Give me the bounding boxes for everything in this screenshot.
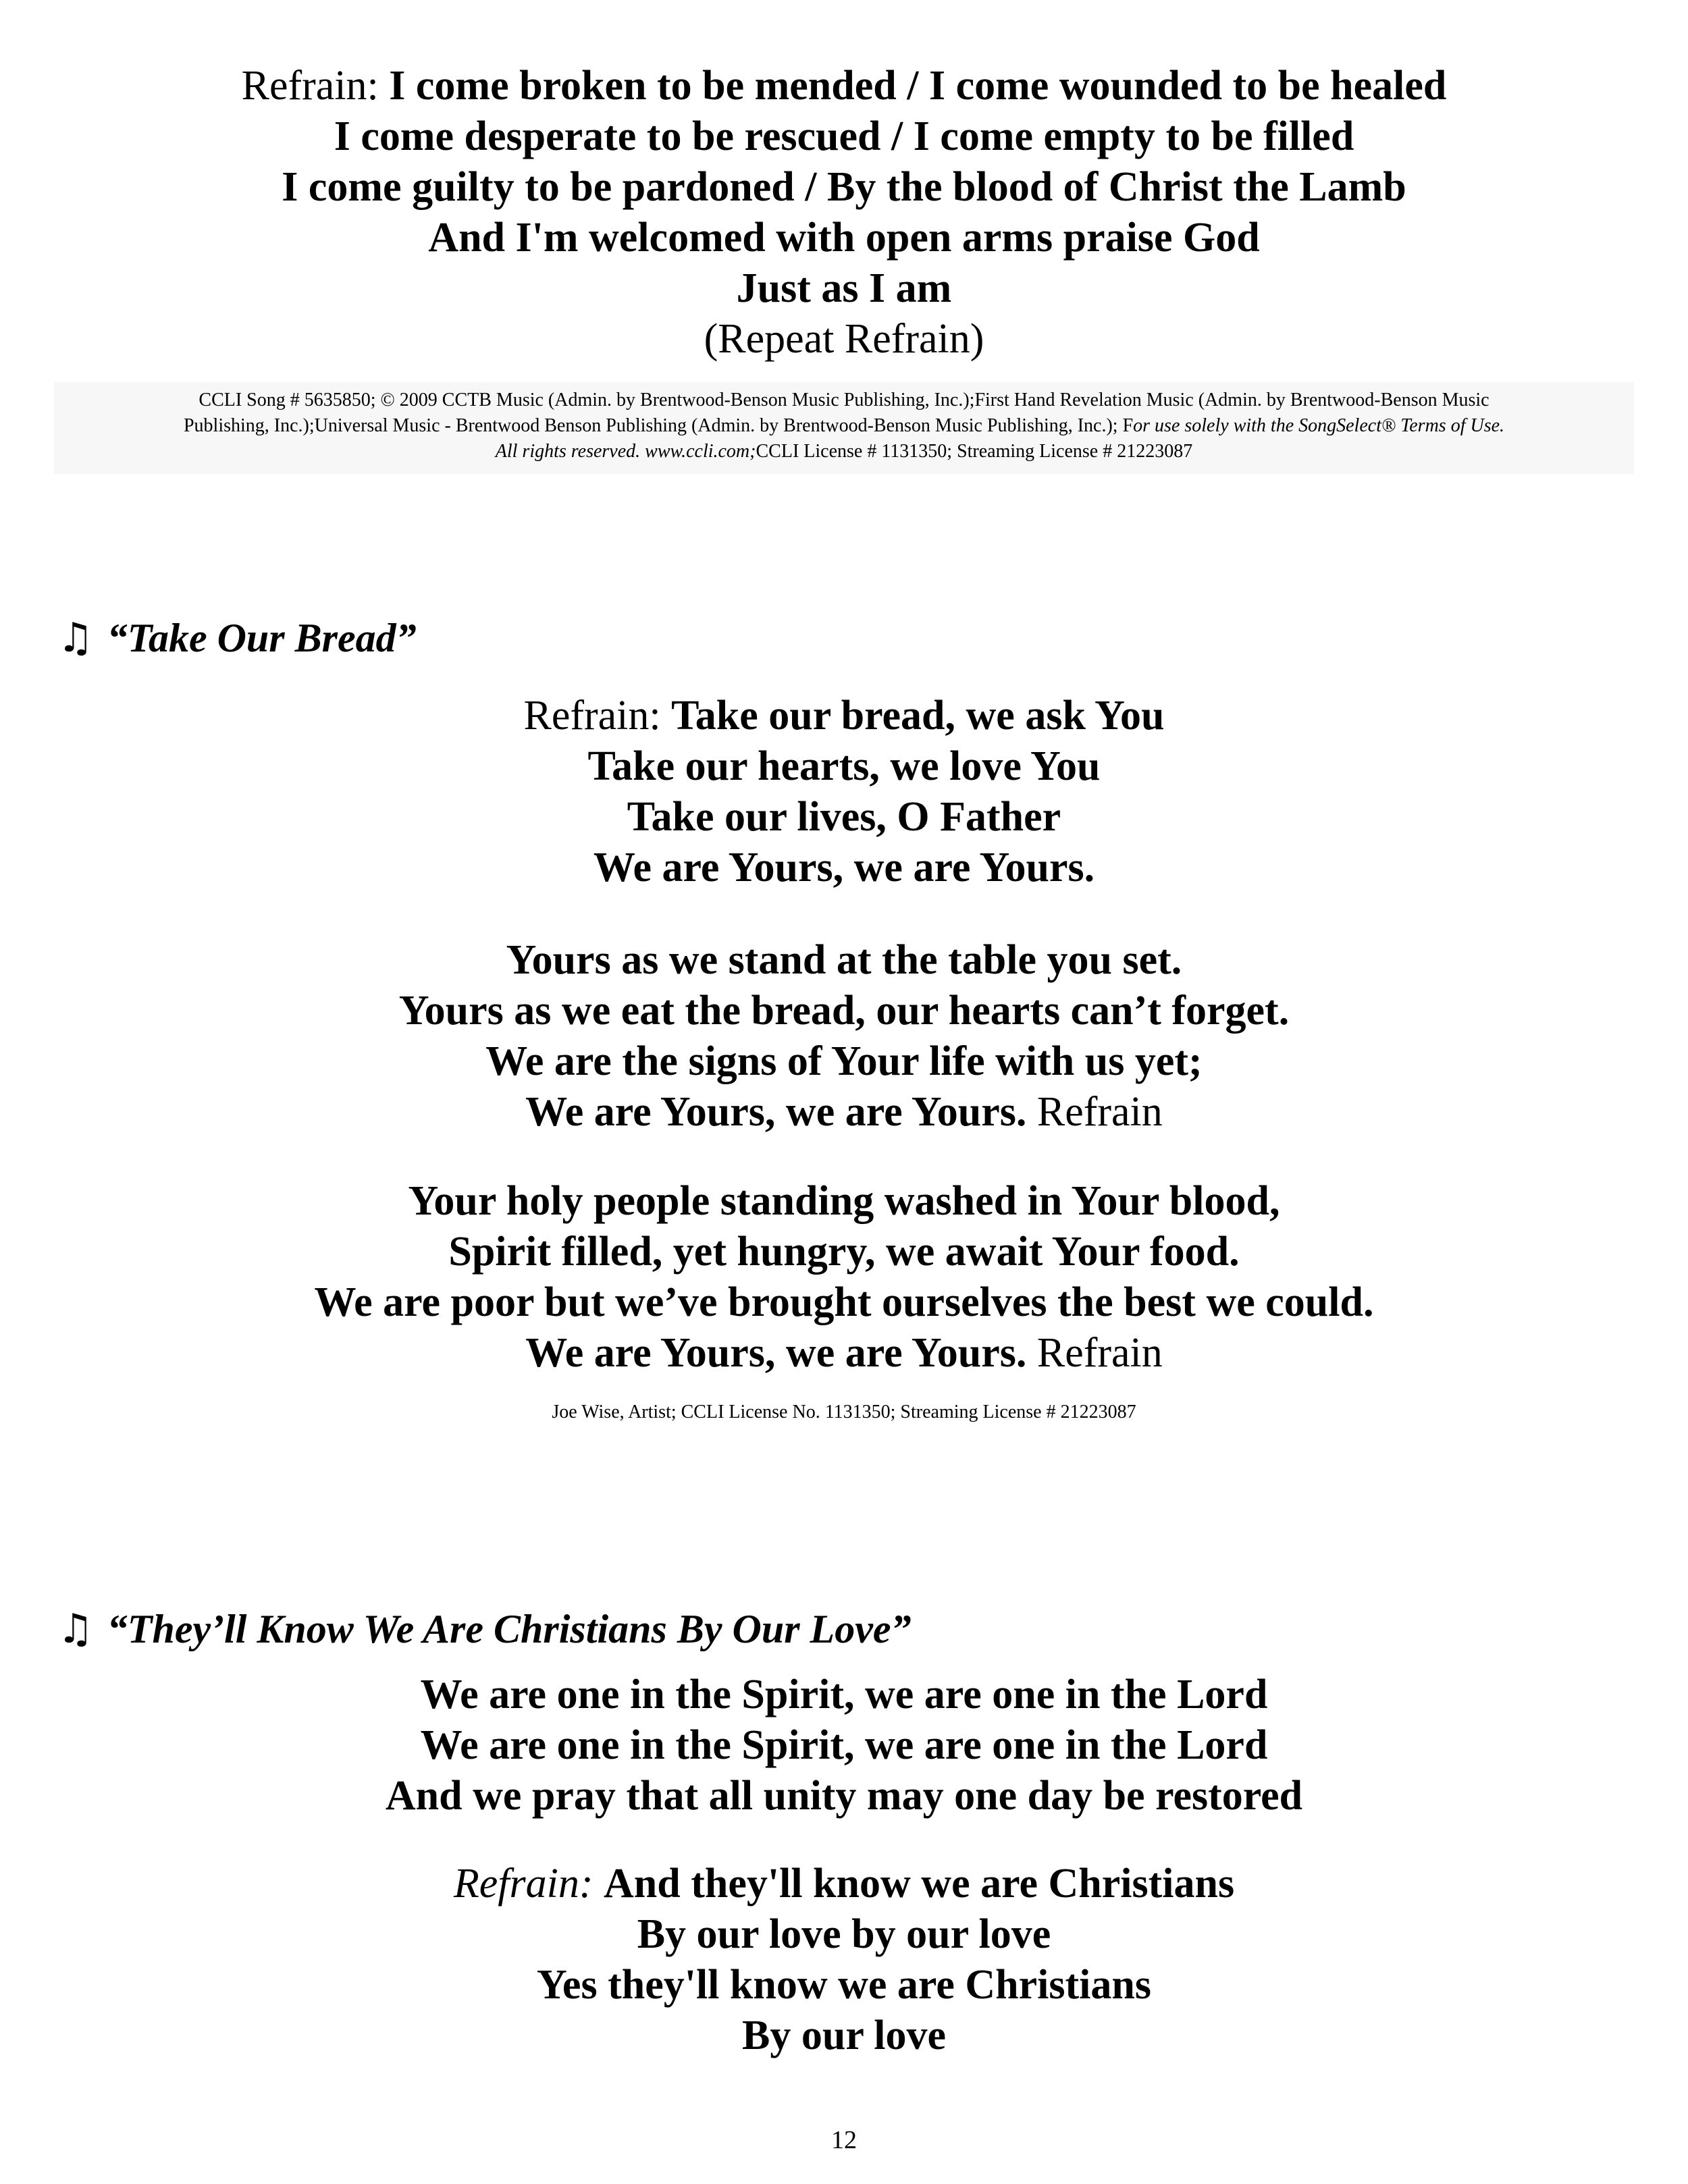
refrain-label: Refrain: — [453, 1861, 594, 1907]
song2-title — [57, 614, 417, 662]
lyric-line: Take our lives, O Father — [627, 794, 1061, 840]
lyric-line: I come broken to be mended / I come wounded to be healed — [389, 63, 1447, 109]
lyric-line: I come guilty to be pardoned / By the blood of Christ the Lamb — [282, 164, 1406, 210]
lyric-line: Yes they'll know we are Christians — [537, 1962, 1151, 2008]
lyric-line: We are Yours, we are Yours. — [593, 845, 1095, 890]
lyric-line: We are the signs of Your life with us yet; — [485, 1038, 1203, 1084]
refrain-label: Refrain: — [523, 693, 661, 739]
song-title-text: “They’ll Know We Are Christians By Our Love” — [107, 1607, 912, 1651]
copyright-text-italic: All rights reserved. www.ccli.com; — [495, 441, 756, 462]
song1-refrain-line-1 — [0, 61, 1688, 111]
song-title-text: “Take Our Bread” — [107, 616, 417, 660]
lyric-line: And I'm welcomed with open arms praise God — [428, 215, 1260, 261]
lyric-line: Just as I am — [736, 265, 952, 311]
lyric-line: Spirit filled, yet hungry, we await Your food. — [448, 1229, 1240, 1275]
music-note-icon: ♫ — [57, 1605, 94, 1653]
lyric-line: We are one in the Spirit, we are one in the Lord — [420, 1722, 1268, 1768]
lyric-line: Yours as we stand at the table you set. — [506, 937, 1182, 983]
song3-verse — [0, 1670, 1688, 1821]
lyric-line: We are poor but we’ve brought ourselves the best we could. — [314, 1279, 1374, 1325]
music-note-icon: ♫ — [57, 614, 94, 662]
lyric-line: By our love by our love — [637, 1911, 1051, 1957]
lyric-line: Your holy people standing washed in Your blood, — [408, 1178, 1280, 1224]
song3-title — [57, 1605, 911, 1653]
refrain-label: Refrain: — [241, 63, 379, 109]
song2-verse-2-last-line — [0, 1328, 1688, 1379]
refrain-cue: Refrain — [1036, 1330, 1163, 1376]
page-number: 12 — [831, 2126, 857, 2154]
lyric-line: We are Yours, we are Yours. — [525, 1330, 1027, 1376]
lyric-line: And they'll know we are Christians — [604, 1861, 1235, 1907]
copyright-line: CCLI Song # 5635850; © 2009 CCTB Music (Admin. by Brentwood-Benson Music Publishing, Inc.);First Hand Revelation Music (Admin. by Brentwood-Benson Music — [199, 390, 1489, 410]
copyright-text-italic: or use solely with the SongSelect® Terms of Use. — [1133, 415, 1505, 436]
lyric-line: By our love — [742, 2013, 946, 2058]
song2-verse-1-last-line — [0, 1087, 1688, 1138]
lyric-line: Take our hearts, we love You — [587, 743, 1101, 789]
song2-refrain-line-1 — [0, 691, 1688, 741]
copyright-text: CCLI License # 1131350; Streaming License # 21223087 — [756, 441, 1193, 462]
song1-refrain — [0, 61, 1688, 365]
lyric-line: We are Yours, we are Yours. — [525, 1089, 1027, 1135]
copyright-line — [54, 413, 1634, 439]
refrain-cue: Refrain — [1036, 1089, 1163, 1135]
song2-refrain — [0, 691, 1688, 893]
lyric-line: Take our bread, we ask You — [671, 693, 1165, 739]
song2-credit: Joe Wise, Artist; CCLI License No. 1131350; Streaming License # 21223087 — [552, 1402, 1136, 1422]
song2-verse-1 — [0, 935, 1688, 1138]
lyric-line: And we pray that all unity may one day be restored — [385, 1773, 1303, 1819]
copyright-line — [54, 439, 1634, 464]
copyright-text: Publishing, Inc.);Universal Music - Brentwood Benson Publishing (Admin. by Brentwood-Benson Music Publishing, Inc.); F — [183, 415, 1134, 436]
song2-verse-2 — [0, 1176, 1688, 1379]
song3-refrain-line-1 — [0, 1859, 1688, 1909]
lyric-line: We are one in the Spirit, we are one in the Lord — [420, 1672, 1268, 1717]
lyric-line: Yours as we eat the bread, our hearts can’t forget. — [398, 988, 1290, 1034]
song3-refrain — [0, 1859, 1688, 2061]
song1-copyright — [54, 382, 1634, 474]
repeat-refrain-note: (Repeat Refrain) — [704, 316, 984, 362]
lyric-line: I come desperate to be rescued / I come empty to be filled — [334, 113, 1354, 159]
